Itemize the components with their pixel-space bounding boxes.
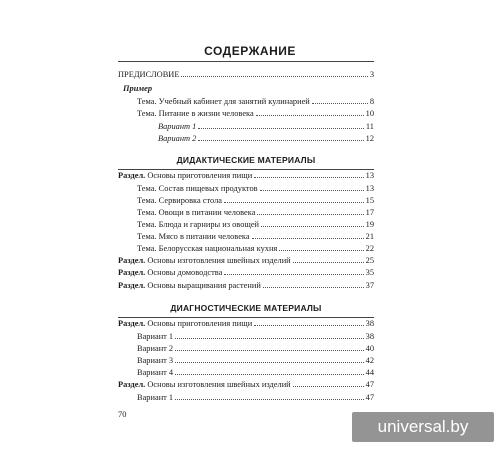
- toc-entry-label: Основы приготовления пищи: [147, 171, 253, 180]
- leader-dots: [175, 399, 364, 400]
- toc-entry-label: Вариант 2: [158, 134, 197, 143]
- leader-dots: [175, 338, 364, 339]
- toc-entry[interactable]: [118, 256, 374, 266]
- title-underline: [118, 61, 374, 62]
- toc-entry[interactable]: [137, 232, 374, 242]
- toc-entry-page: 42: [365, 356, 374, 365]
- toc-entry[interactable]: [137, 368, 374, 378]
- toc-entry[interactable]: [118, 281, 374, 291]
- toc-entry-label: Вариант 2: [137, 344, 174, 353]
- leader-dots: [198, 140, 363, 141]
- toc-entry-label: Вариант 1: [158, 122, 197, 131]
- leader-dots: [312, 103, 368, 104]
- toc-entry-label: Основы выращивания растений: [147, 281, 261, 290]
- toc-entry-label: Тема. Питание в жизни человека: [137, 109, 254, 118]
- toc-entry[interactable]: [118, 319, 374, 329]
- leader-dots: [181, 76, 367, 77]
- toc-entry-label: Тема. Мясо в питании человека: [137, 232, 250, 241]
- toc-entry-page: 17: [365, 208, 374, 217]
- toc-entry-label: Вариант 1: [137, 332, 174, 341]
- leader-dots: [175, 374, 364, 375]
- toc-entry-page: 15: [365, 196, 374, 205]
- toc-entry-label: Тема. Овощи в питании человека: [137, 208, 256, 217]
- toc-entry-label: Тема. Состав пищевых продуктов: [137, 184, 258, 193]
- toc-entry-label: Тема. Сервировка стола: [137, 196, 223, 205]
- leader-dots: [175, 350, 364, 351]
- leader-dots: [293, 262, 364, 263]
- toc-entry-page: 10: [365, 109, 374, 118]
- toc-entry-prefix: Раздел.: [118, 281, 146, 290]
- toc-entry-label: Вариант 4: [137, 368, 174, 377]
- toc-entry-label: Тема. Белорусская национальная кухня: [137, 244, 278, 253]
- section-heading-diagnostic: ДИАГНОСТИЧЕСКИЕ МАТЕРИАЛЫ: [170, 303, 322, 313]
- toc-entry-page: 38: [365, 332, 374, 341]
- leader-dots: [256, 115, 364, 116]
- toc-entry-prefix: Раздел.: [118, 268, 146, 277]
- leader-dots: [263, 287, 364, 288]
- toc-entry-label: Основы домоводства: [147, 268, 223, 277]
- leader-dots: [261, 226, 364, 227]
- toc-entry[interactable]: [137, 109, 374, 119]
- leader-dots: [254, 325, 363, 326]
- toc-entry[interactable]: [158, 134, 374, 144]
- leader-dots: [175, 362, 364, 363]
- toc-entry-label: Тема. Блюда и гарниры из овощей: [137, 220, 260, 229]
- toc-entry[interactable]: [137, 356, 374, 366]
- toc-entry[interactable]: [137, 184, 374, 194]
- leader-dots: [224, 202, 364, 203]
- toc-entry[interactable]: [137, 196, 374, 206]
- toc-entry-page: 37: [365, 281, 374, 290]
- toc-entry-page: 35: [365, 268, 374, 277]
- toc-entry-label: ПРЕДИСЛОВИЕ: [118, 70, 180, 79]
- toc-entry-page: 19: [365, 220, 374, 229]
- toc-entry[interactable]: [137, 393, 374, 403]
- toc-entry-label: Вариант 1: [137, 393, 174, 402]
- toc-entry-prefix: Раздел.: [118, 171, 146, 180]
- toc-entry-label: Основы приготовления пищи: [147, 319, 253, 328]
- leader-dots: [293, 386, 364, 387]
- toc-entry-preface[interactable]: [118, 70, 374, 80]
- section-heading-didactic: ДИДАКТИЧЕСКИЕ МАТЕРИАЛЫ: [176, 155, 316, 165]
- page-title: СОДЕРЖАНИЕ: [204, 44, 296, 58]
- example-heading: Пример: [123, 84, 153, 93]
- toc-entry-page: 40: [365, 344, 374, 353]
- toc-entry-page: 22: [365, 244, 374, 253]
- toc-entry-page: 38: [365, 319, 374, 328]
- toc-entry[interactable]: [137, 97, 374, 107]
- toc-entry-prefix: Раздел.: [118, 380, 146, 389]
- leader-dots: [279, 250, 363, 251]
- toc-entry-page: 13: [365, 171, 374, 180]
- toc-entry[interactable]: [137, 332, 374, 342]
- toc-entry[interactable]: [137, 208, 374, 218]
- page-number: 70: [118, 409, 127, 419]
- toc-entry-page: 44: [365, 368, 374, 377]
- leader-dots: [198, 128, 364, 129]
- leader-dots: [257, 214, 363, 215]
- leader-dots: [254, 177, 363, 178]
- toc-entry-label: Вариант 3: [137, 356, 174, 365]
- toc-entry-label: Тема. Учебный кабинет для занятий кулинарией: [137, 97, 310, 106]
- toc-entry-prefix: Раздел.: [118, 256, 146, 265]
- toc-entry-page: 13: [365, 184, 374, 193]
- toc-entry-page: 21: [365, 232, 374, 241]
- toc-entry-page: 3: [369, 70, 374, 79]
- section-underline: [118, 169, 374, 170]
- toc-entry-label: Основы изготовления швейных изделий: [147, 380, 291, 389]
- toc-entry-page: 25: [365, 256, 374, 265]
- toc-entry-page: 47: [365, 393, 374, 402]
- leader-dots: [252, 238, 364, 239]
- section-underline: [118, 317, 374, 318]
- toc-entry-page: 12: [365, 134, 374, 143]
- watermark: [352, 412, 494, 442]
- toc-entry[interactable]: [118, 380, 374, 390]
- leader-dots: [260, 190, 364, 191]
- watermark-text: universal.by: [377, 417, 469, 436]
- toc-entry-label: Основы изготовления швейных изделий: [147, 256, 291, 265]
- toc-entry[interactable]: [137, 244, 374, 254]
- toc-entry-prefix: Раздел.: [118, 319, 146, 328]
- toc-entry[interactable]: [137, 220, 374, 230]
- toc-entry[interactable]: [158, 122, 374, 132]
- leader-dots: [224, 274, 363, 275]
- toc-entry-page: 8: [369, 97, 374, 106]
- toc-entry-page: 11: [365, 122, 374, 131]
- toc-entry[interactable]: [118, 268, 374, 278]
- toc-entry[interactable]: [137, 344, 374, 354]
- toc-entry[interactable]: [118, 171, 374, 181]
- toc-entry-page: 47: [365, 380, 374, 389]
